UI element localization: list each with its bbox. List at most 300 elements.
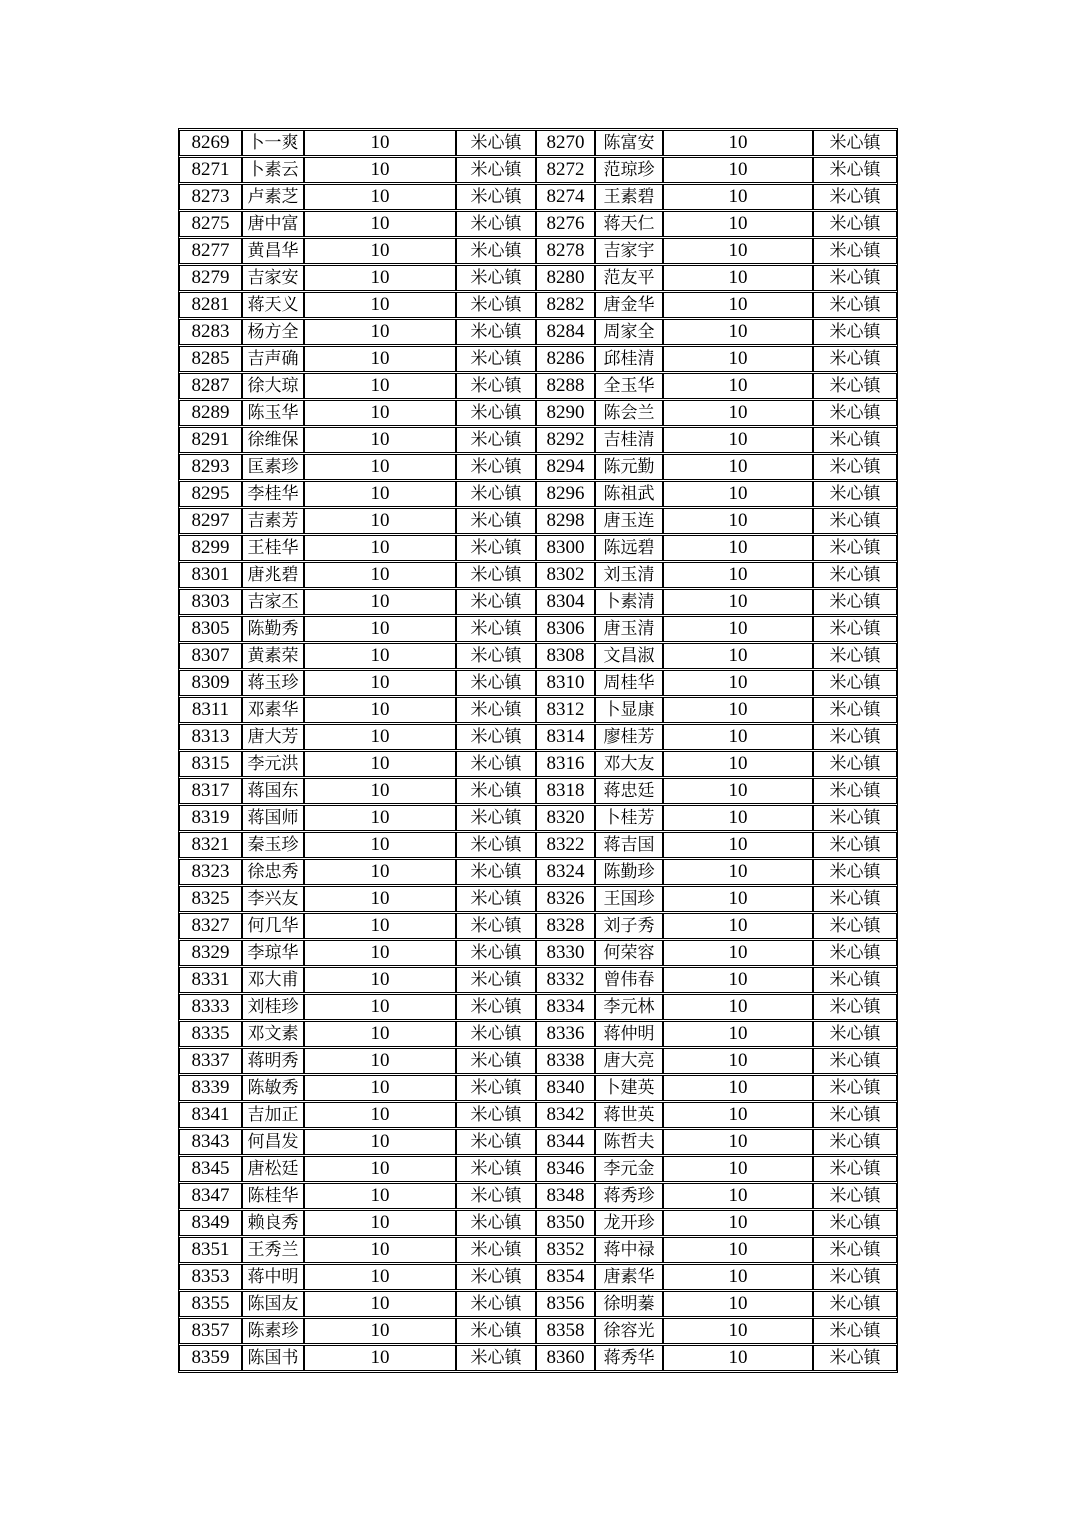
cell-id-right: 8302 (536, 562, 595, 588)
cell-id-right: 8326 (536, 886, 595, 912)
cell-amount-left: 10 (304, 1291, 456, 1317)
cell-town-left: 米心镇 (456, 1021, 536, 1047)
cell-amount-right: 10 (663, 292, 813, 318)
table-row (179, 1291, 897, 1317)
cell-town-right: 米心镇 (813, 1318, 897, 1344)
cell-name-left: 陈桂华 (242, 1183, 304, 1209)
table-row (179, 508, 897, 534)
cell-amount-right: 10 (663, 724, 813, 750)
cell-name-left: 李元洪 (242, 751, 304, 777)
cell-id-right: 8358 (536, 1318, 595, 1344)
cell-id-right: 8310 (536, 670, 595, 696)
roster-table-body (179, 130, 897, 1371)
cell-name-left: 陈敏秀 (242, 1075, 304, 1101)
cell-name-left: 吉家安 (242, 265, 304, 291)
cell-town-right: 米心镇 (813, 805, 897, 831)
cell-amount-left: 10 (304, 670, 456, 696)
cell-amount-right: 10 (663, 616, 813, 642)
cell-amount-left: 10 (304, 805, 456, 831)
cell-town-left: 米心镇 (456, 589, 536, 615)
cell-town-right: 米心镇 (813, 724, 897, 750)
cell-town-left: 米心镇 (456, 1291, 536, 1317)
cell-id-right: 8348 (536, 1183, 595, 1209)
cell-id-left: 8269 (179, 130, 242, 156)
cell-id-left: 8303 (179, 589, 242, 615)
table-row (179, 1156, 897, 1182)
cell-town-right: 米心镇 (813, 1345, 897, 1371)
table-row (179, 670, 897, 696)
table-row (179, 1345, 897, 1371)
cell-name-left: 徐维保 (242, 427, 304, 453)
cell-name-right: 卜素清 (595, 589, 663, 615)
cell-id-left: 8311 (179, 697, 242, 723)
cell-id-right: 8356 (536, 1291, 595, 1317)
cell-name-left: 唐兆碧 (242, 562, 304, 588)
table-row (179, 319, 897, 345)
cell-id-left: 8341 (179, 1102, 242, 1128)
cell-town-left: 米心镇 (456, 1345, 536, 1371)
cell-amount-right: 10 (663, 400, 813, 426)
cell-name-left: 赖良秀 (242, 1210, 304, 1236)
cell-id-left: 8287 (179, 373, 242, 399)
cell-id-left: 8357 (179, 1318, 242, 1344)
cell-name-left: 蒋中明 (242, 1264, 304, 1290)
cell-id-right: 8346 (536, 1156, 595, 1182)
cell-amount-right: 10 (663, 373, 813, 399)
cell-name-left: 何几华 (242, 913, 304, 939)
cell-amount-left: 10 (304, 616, 456, 642)
cell-id-right: 8350 (536, 1210, 595, 1236)
cell-town-left: 米心镇 (456, 967, 536, 993)
cell-name-left: 唐中富 (242, 211, 304, 237)
table-row (179, 589, 897, 615)
cell-amount-right: 10 (663, 1129, 813, 1155)
cell-town-right: 米心镇 (813, 1156, 897, 1182)
cell-name-right: 卜建英 (595, 1075, 663, 1101)
cell-id-right: 8294 (536, 454, 595, 480)
cell-amount-left: 10 (304, 454, 456, 480)
cell-name-right: 蒋秀华 (595, 1345, 663, 1371)
cell-id-right: 8352 (536, 1237, 595, 1263)
cell-name-right: 陈祖武 (595, 481, 663, 507)
table-row (179, 994, 897, 1020)
cell-town-right: 米心镇 (813, 940, 897, 966)
cell-id-left: 8339 (179, 1075, 242, 1101)
table-row (179, 805, 897, 831)
cell-town-left: 米心镇 (456, 1129, 536, 1155)
cell-name-right: 吉桂清 (595, 427, 663, 453)
table-row (179, 1102, 897, 1128)
cell-id-right: 8314 (536, 724, 595, 750)
cell-id-left: 8309 (179, 670, 242, 696)
cell-town-left: 米心镇 (456, 1048, 536, 1074)
cell-town-left: 米心镇 (456, 805, 536, 831)
cell-name-right: 刘子秀 (595, 913, 663, 939)
cell-town-left: 米心镇 (456, 265, 536, 291)
cell-name-left: 匡素珍 (242, 454, 304, 480)
cell-amount-right: 10 (663, 265, 813, 291)
cell-amount-right: 10 (663, 157, 813, 183)
cell-name-left: 吉声确 (242, 346, 304, 372)
cell-id-right: 8276 (536, 211, 595, 237)
cell-amount-left: 10 (304, 994, 456, 1020)
cell-id-right: 8312 (536, 697, 595, 723)
table-row (179, 130, 897, 156)
cell-amount-right: 10 (663, 1075, 813, 1101)
cell-amount-right: 10 (663, 670, 813, 696)
cell-town-left: 米心镇 (456, 1210, 536, 1236)
table-row (179, 238, 897, 264)
cell-id-left: 8301 (179, 562, 242, 588)
cell-name-right: 全玉华 (595, 373, 663, 399)
cell-id-left: 8317 (179, 778, 242, 804)
cell-town-right: 米心镇 (813, 670, 897, 696)
cell-id-right: 8284 (536, 319, 595, 345)
cell-id-left: 8293 (179, 454, 242, 480)
cell-name-left: 徐忠秀 (242, 859, 304, 885)
cell-name-left: 李桂华 (242, 481, 304, 507)
cell-id-left: 8323 (179, 859, 242, 885)
cell-town-left: 米心镇 (456, 940, 536, 966)
table-row (179, 1075, 897, 1101)
cell-id-right: 8292 (536, 427, 595, 453)
cell-name-right: 何荣容 (595, 940, 663, 966)
cell-amount-left: 10 (304, 157, 456, 183)
cell-amount-left: 10 (304, 643, 456, 669)
cell-town-left: 米心镇 (456, 616, 536, 642)
table-row (179, 481, 897, 507)
cell-name-left: 徐大琼 (242, 373, 304, 399)
table-row (179, 1318, 897, 1344)
cell-amount-right: 10 (663, 859, 813, 885)
cell-id-right: 8324 (536, 859, 595, 885)
cell-name-left: 黄素荣 (242, 643, 304, 669)
cell-id-left: 8315 (179, 751, 242, 777)
cell-amount-right: 10 (663, 1156, 813, 1182)
cell-amount-left: 10 (304, 211, 456, 237)
table-row (179, 778, 897, 804)
cell-town-right: 米心镇 (813, 292, 897, 318)
cell-name-left: 刘桂珍 (242, 994, 304, 1020)
cell-id-right: 8270 (536, 130, 595, 156)
cell-amount-right: 10 (663, 1345, 813, 1371)
cell-id-right: 8332 (536, 967, 595, 993)
cell-town-left: 米心镇 (456, 454, 536, 480)
cell-name-left: 陈国友 (242, 1291, 304, 1317)
cell-name-left: 蒋玉珍 (242, 670, 304, 696)
cell-town-left: 米心镇 (456, 778, 536, 804)
cell-id-left: 8329 (179, 940, 242, 966)
cell-name-right: 蒋忠廷 (595, 778, 663, 804)
cell-name-right: 蒋秀珍 (595, 1183, 663, 1209)
cell-amount-left: 10 (304, 940, 456, 966)
cell-name-right: 王素碧 (595, 184, 663, 210)
table-row (179, 832, 897, 858)
cell-town-left: 米心镇 (456, 346, 536, 372)
cell-town-right: 米心镇 (813, 913, 897, 939)
cell-amount-left: 10 (304, 481, 456, 507)
cell-id-left: 8343 (179, 1129, 242, 1155)
cell-amount-right: 10 (663, 994, 813, 1020)
cell-amount-left: 10 (304, 1021, 456, 1047)
cell-id-left: 8355 (179, 1291, 242, 1317)
cell-id-left: 8349 (179, 1210, 242, 1236)
cell-amount-right: 10 (663, 940, 813, 966)
cell-amount-left: 10 (304, 967, 456, 993)
cell-town-left: 米心镇 (456, 724, 536, 750)
cell-id-left: 8283 (179, 319, 242, 345)
cell-amount-left: 10 (304, 319, 456, 345)
cell-town-left: 米心镇 (456, 292, 536, 318)
cell-name-right: 卜桂芳 (595, 805, 663, 831)
cell-amount-left: 10 (304, 778, 456, 804)
cell-town-left: 米心镇 (456, 751, 536, 777)
cell-name-right: 范琼珍 (595, 157, 663, 183)
cell-town-right: 米心镇 (813, 994, 897, 1020)
cell-id-right: 8304 (536, 589, 595, 615)
cell-id-right: 8288 (536, 373, 595, 399)
cell-town-left: 米心镇 (456, 643, 536, 669)
cell-id-left: 8347 (179, 1183, 242, 1209)
cell-amount-right: 10 (663, 1183, 813, 1209)
table-row (179, 454, 897, 480)
cell-id-left: 8275 (179, 211, 242, 237)
cell-town-right: 米心镇 (813, 1075, 897, 1101)
cell-name-left: 邓文素 (242, 1021, 304, 1047)
cell-name-right: 蒋世英 (595, 1102, 663, 1128)
cell-name-left: 吉加正 (242, 1102, 304, 1128)
cell-amount-left: 10 (304, 832, 456, 858)
cell-id-right: 8320 (536, 805, 595, 831)
cell-town-right: 米心镇 (813, 697, 897, 723)
table-row (179, 697, 897, 723)
cell-id-left: 8313 (179, 724, 242, 750)
cell-name-right: 陈勤珍 (595, 859, 663, 885)
cell-town-left: 米心镇 (456, 1237, 536, 1263)
cell-amount-right: 10 (663, 562, 813, 588)
cell-town-right: 米心镇 (813, 589, 897, 615)
cell-id-left: 8335 (179, 1021, 242, 1047)
cell-id-right: 8300 (536, 535, 595, 561)
cell-id-left: 8353 (179, 1264, 242, 1290)
cell-town-left: 米心镇 (456, 508, 536, 534)
cell-name-right: 蒋仲明 (595, 1021, 663, 1047)
table-row (179, 427, 897, 453)
table-row (179, 913, 897, 939)
cell-town-left: 米心镇 (456, 184, 536, 210)
cell-name-right: 陈哲夫 (595, 1129, 663, 1155)
cell-town-right: 米心镇 (813, 1048, 897, 1074)
cell-amount-left: 10 (304, 184, 456, 210)
cell-amount-left: 10 (304, 1345, 456, 1371)
cell-id-right: 8308 (536, 643, 595, 669)
cell-town-right: 米心镇 (813, 1021, 897, 1047)
cell-town-right: 米心镇 (813, 859, 897, 885)
cell-amount-right: 10 (663, 1048, 813, 1074)
cell-town-right: 米心镇 (813, 265, 897, 291)
cell-name-left: 蒋明秀 (242, 1048, 304, 1074)
cell-name-left: 陈国书 (242, 1345, 304, 1371)
cell-id-right: 8338 (536, 1048, 595, 1074)
cell-amount-left: 10 (304, 1102, 456, 1128)
cell-name-right: 曾伟春 (595, 967, 663, 993)
cell-id-right: 8278 (536, 238, 595, 264)
cell-id-right: 8306 (536, 616, 595, 642)
cell-id-left: 8289 (179, 400, 242, 426)
cell-town-right: 米心镇 (813, 1129, 897, 1155)
cell-amount-right: 10 (663, 535, 813, 561)
cell-amount-left: 10 (304, 859, 456, 885)
cell-town-left: 米心镇 (456, 1102, 536, 1128)
cell-town-right: 米心镇 (813, 643, 897, 669)
cell-id-left: 8285 (179, 346, 242, 372)
cell-name-left: 何昌发 (242, 1129, 304, 1155)
cell-town-left: 米心镇 (456, 211, 536, 237)
cell-amount-left: 10 (304, 373, 456, 399)
cell-amount-right: 10 (663, 481, 813, 507)
cell-name-left: 李琼华 (242, 940, 304, 966)
cell-amount-left: 10 (304, 346, 456, 372)
cell-town-right: 米心镇 (813, 1183, 897, 1209)
cell-name-right: 王国珍 (595, 886, 663, 912)
cell-town-right: 米心镇 (813, 1237, 897, 1263)
cell-amount-left: 10 (304, 886, 456, 912)
cell-amount-right: 10 (663, 913, 813, 939)
cell-amount-left: 10 (304, 292, 456, 318)
cell-name-right: 廖桂芳 (595, 724, 663, 750)
cell-id-left: 8273 (179, 184, 242, 210)
table-row (179, 1183, 897, 1209)
table-row (179, 1021, 897, 1047)
cell-name-left: 卜一爽 (242, 130, 304, 156)
cell-amount-right: 10 (663, 319, 813, 345)
cell-amount-right: 10 (663, 886, 813, 912)
cell-id-right: 8344 (536, 1129, 595, 1155)
cell-name-left: 李兴友 (242, 886, 304, 912)
cell-amount-left: 10 (304, 751, 456, 777)
cell-town-left: 米心镇 (456, 1075, 536, 1101)
cell-id-right: 8322 (536, 832, 595, 858)
table-row (179, 1264, 897, 1290)
cell-name-left: 唐大芳 (242, 724, 304, 750)
table-row (179, 1237, 897, 1263)
cell-name-right: 唐玉连 (595, 508, 663, 534)
cell-name-left: 黄昌华 (242, 238, 304, 264)
cell-amount-left: 10 (304, 1318, 456, 1344)
table-row (179, 643, 897, 669)
cell-town-right: 米心镇 (813, 319, 897, 345)
cell-amount-right: 10 (663, 1021, 813, 1047)
cell-id-right: 8328 (536, 913, 595, 939)
cell-amount-right: 10 (663, 805, 813, 831)
cell-name-left: 王桂华 (242, 535, 304, 561)
cell-amount-right: 10 (663, 778, 813, 804)
cell-town-right: 米心镇 (813, 886, 897, 912)
cell-id-left: 8319 (179, 805, 242, 831)
cell-town-right: 米心镇 (813, 238, 897, 264)
cell-id-left: 8351 (179, 1237, 242, 1263)
cell-amount-right: 10 (663, 751, 813, 777)
cell-town-right: 米心镇 (813, 616, 897, 642)
cell-town-left: 米心镇 (456, 427, 536, 453)
cell-id-left: 8333 (179, 994, 242, 1020)
cell-name-left: 吉素芳 (242, 508, 304, 534)
cell-id-right: 8316 (536, 751, 595, 777)
cell-id-left: 8271 (179, 157, 242, 183)
cell-amount-right: 10 (663, 454, 813, 480)
cell-name-right: 邱桂清 (595, 346, 663, 372)
cell-town-right: 米心镇 (813, 562, 897, 588)
cell-amount-right: 10 (663, 1210, 813, 1236)
table-row (179, 1129, 897, 1155)
cell-name-left: 蒋国师 (242, 805, 304, 831)
cell-name-right: 周桂华 (595, 670, 663, 696)
cell-id-left: 8305 (179, 616, 242, 642)
cell-amount-right: 10 (663, 832, 813, 858)
cell-town-right: 米心镇 (813, 535, 897, 561)
cell-town-right: 米心镇 (813, 967, 897, 993)
cell-id-right: 8334 (536, 994, 595, 1020)
cell-town-left: 米心镇 (456, 994, 536, 1020)
table-row (179, 886, 897, 912)
cell-name-right: 蒋天仁 (595, 211, 663, 237)
cell-id-left: 8325 (179, 886, 242, 912)
cell-name-right: 唐玉清 (595, 616, 663, 642)
cell-name-left: 陈玉华 (242, 400, 304, 426)
cell-id-right: 8280 (536, 265, 595, 291)
table-row (179, 562, 897, 588)
cell-id-right: 8296 (536, 481, 595, 507)
cell-name-right: 徐明蓁 (595, 1291, 663, 1317)
table-row (179, 859, 897, 885)
cell-amount-left: 10 (304, 1264, 456, 1290)
table-row (179, 211, 897, 237)
cell-name-left: 秦玉珍 (242, 832, 304, 858)
cell-id-right: 8274 (536, 184, 595, 210)
cell-town-right: 米心镇 (813, 157, 897, 183)
cell-amount-left: 10 (304, 238, 456, 264)
cell-town-left: 米心镇 (456, 697, 536, 723)
cell-town-left: 米心镇 (456, 1264, 536, 1290)
cell-amount-left: 10 (304, 562, 456, 588)
cell-town-left: 米心镇 (456, 1318, 536, 1344)
cell-name-right: 徐容光 (595, 1318, 663, 1344)
table-row (179, 751, 897, 777)
cell-id-left: 8297 (179, 508, 242, 534)
cell-town-right: 米心镇 (813, 130, 897, 156)
cell-town-right: 米心镇 (813, 1102, 897, 1128)
cell-amount-right: 10 (663, 238, 813, 264)
cell-amount-left: 10 (304, 1156, 456, 1182)
cell-name-left: 邓大甫 (242, 967, 304, 993)
cell-town-left: 米心镇 (456, 562, 536, 588)
cell-amount-left: 10 (304, 1129, 456, 1155)
cell-name-right: 蒋吉国 (595, 832, 663, 858)
cell-name-right: 卜显康 (595, 697, 663, 723)
table-row (179, 535, 897, 561)
cell-name-left: 卢素芝 (242, 184, 304, 210)
cell-id-right: 8290 (536, 400, 595, 426)
cell-amount-left: 10 (304, 535, 456, 561)
cell-id-right: 8286 (536, 346, 595, 372)
cell-id-left: 8327 (179, 913, 242, 939)
table-row (179, 373, 897, 399)
cell-id-left: 8345 (179, 1156, 242, 1182)
cell-amount-left: 10 (304, 400, 456, 426)
cell-amount-right: 10 (663, 1237, 813, 1263)
cell-town-left: 米心镇 (456, 859, 536, 885)
cell-amount-right: 10 (663, 589, 813, 615)
